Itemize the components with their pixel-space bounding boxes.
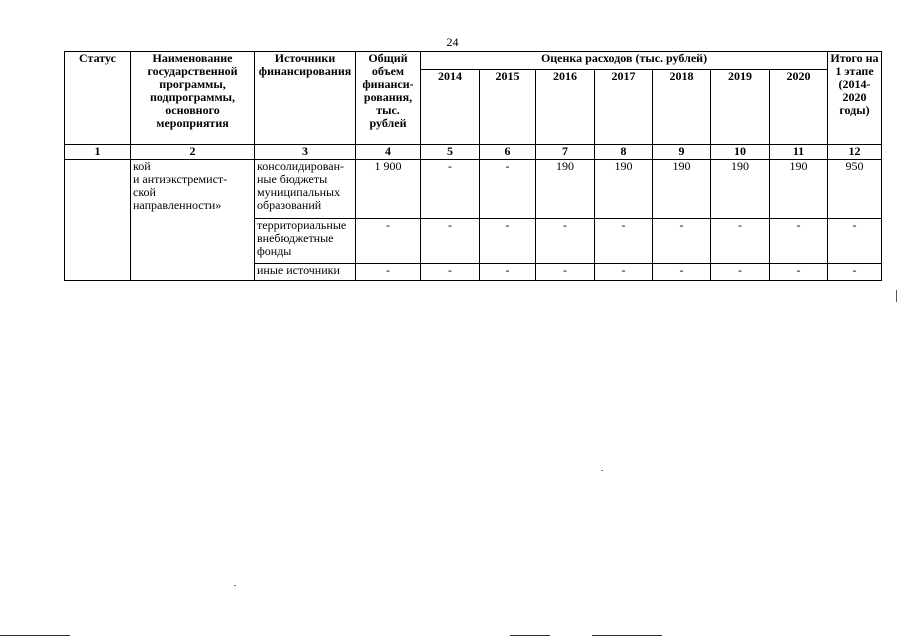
funding-source-cell: консолидирован- ные бюджеты муниципальных образований (255, 160, 356, 219)
column-number: 4 (356, 145, 421, 160)
column-number-row (65, 145, 882, 160)
header-year-2015: 2015 (480, 70, 536, 145)
year-value-cell: - (653, 219, 711, 264)
table-row (65, 160, 882, 219)
header-funding-source: Источники финансирования (255, 52, 356, 145)
header-program-name: Наименование государственной программы, подпрограммы, основного мероприятия (131, 52, 255, 145)
column-number: 5 (421, 145, 480, 160)
header-year-2016: 2016 (536, 70, 595, 145)
header-stage-total: Итого на 1 этапе (2014- 2020 годы) (828, 52, 882, 145)
scan-bottom-rule (592, 635, 662, 636)
year-value-cell: - (595, 264, 653, 281)
header-total-volume: Общий объем финанси- рования, тыс. рублей (356, 52, 421, 145)
year-value-cell: - (770, 264, 828, 281)
column-number: 10 (711, 145, 770, 160)
scan-bottom-rule (510, 635, 550, 636)
header-year-2019: 2019 (711, 70, 770, 145)
scan-bottom-rule (0, 635, 70, 636)
year-value-cell: - (421, 160, 480, 219)
column-number: 11 (770, 145, 828, 160)
year-value-cell: 190 (711, 160, 770, 219)
column-number: 12 (828, 145, 882, 160)
header-status: Статус (65, 52, 131, 145)
column-number: 3 (255, 145, 356, 160)
funding-source-cell: иные источники (255, 264, 356, 281)
total-volume-cell: - (356, 264, 421, 281)
scan-speck (234, 585, 236, 586)
year-value-cell: 190 (595, 160, 653, 219)
header-expense-estimate: Оценка расходов (тыс. рублей) (421, 52, 828, 70)
year-value-cell: - (421, 264, 480, 281)
total-volume-cell: 1 900 (356, 160, 421, 219)
year-value-cell: - (480, 160, 536, 219)
year-value-cell: 190 (653, 160, 711, 219)
year-value-cell: - (536, 219, 595, 264)
year-value-cell: - (421, 219, 480, 264)
year-value-cell: 190 (536, 160, 595, 219)
year-value-cell: - (770, 219, 828, 264)
column-number: 7 (536, 145, 595, 160)
column-number: 2 (131, 145, 255, 160)
column-number: 8 (595, 145, 653, 160)
budget-table (64, 51, 882, 281)
header-year-2017: 2017 (595, 70, 653, 145)
column-number: 6 (480, 145, 536, 160)
year-value-cell: - (653, 264, 711, 281)
year-value-cell: - (536, 264, 595, 281)
scan-edge-mark (896, 290, 899, 302)
stage-total-cell: - (828, 219, 882, 264)
year-value-cell: - (595, 219, 653, 264)
funding-source-cell: территориальные внебюджетные фонды (255, 219, 356, 264)
header-year-2020: 2020 (770, 70, 828, 145)
table-header (65, 52, 882, 160)
year-value-cell: - (711, 264, 770, 281)
header-year-2014: 2014 (421, 70, 480, 145)
total-volume-cell: - (356, 219, 421, 264)
year-value-cell: - (480, 219, 536, 264)
table-body (65, 160, 882, 281)
header-year-2018: 2018 (653, 70, 711, 145)
program-name-cell: кой и антиэкстремист- ской направленности» (131, 160, 255, 281)
page-number: 24 (446, 35, 459, 49)
year-value-cell: - (711, 219, 770, 264)
year-value-cell: 190 (770, 160, 828, 219)
status-cell (65, 160, 131, 281)
stage-total-cell: 950 (828, 160, 882, 219)
column-number: 1 (65, 145, 131, 160)
scan-speck (601, 470, 603, 471)
column-number: 9 (653, 145, 711, 160)
stage-total-cell: - (828, 264, 882, 281)
year-value-cell: - (480, 264, 536, 281)
